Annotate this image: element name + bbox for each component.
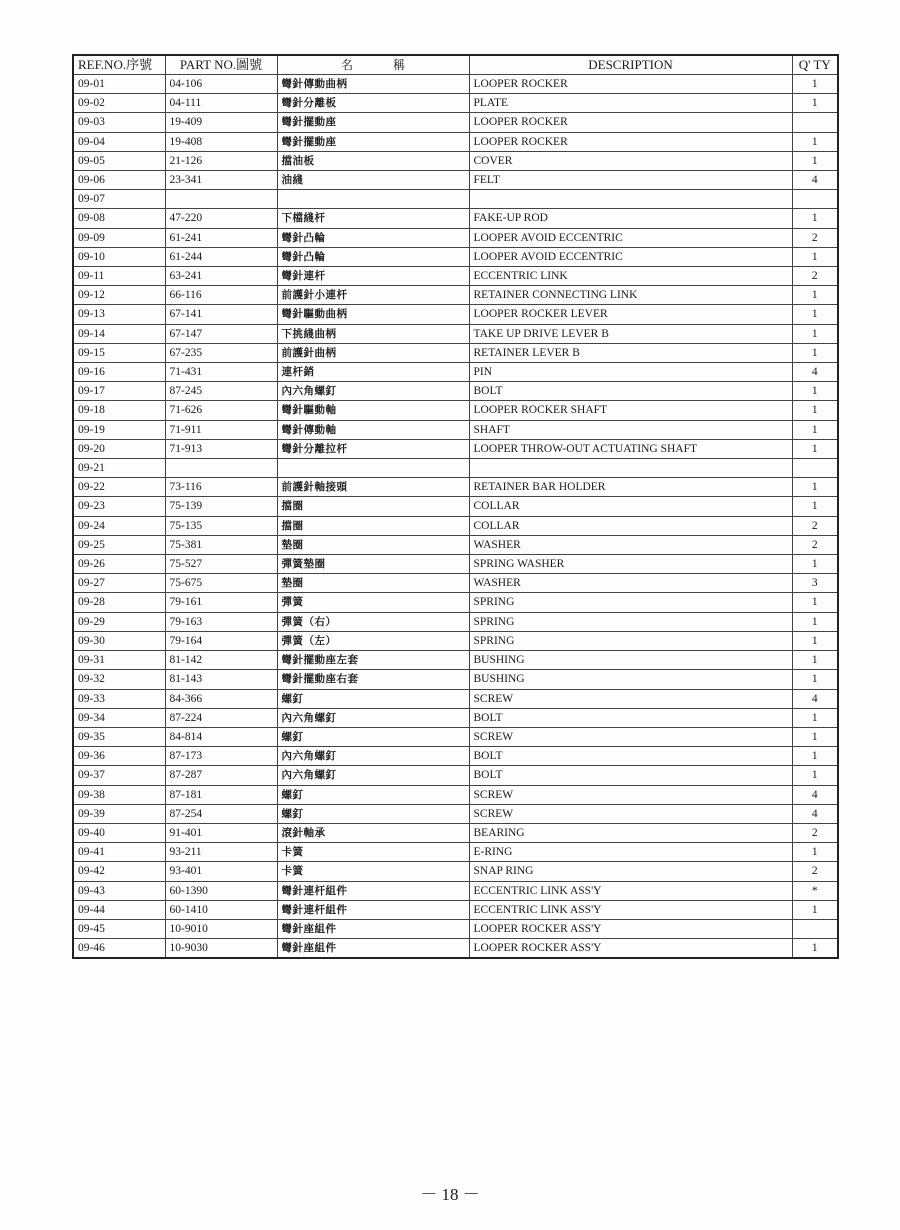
part-no-cell bbox=[165, 459, 277, 478]
name-cell: 下檔綫杆 bbox=[277, 209, 469, 228]
qty-cell: 1 bbox=[792, 439, 838, 458]
header-ref-no: REF.NO.序號 bbox=[73, 55, 165, 75]
table-row bbox=[73, 190, 838, 209]
qty-cell: 1 bbox=[792, 766, 838, 785]
part-no-cell: 67-235 bbox=[165, 343, 277, 362]
part-no-cell: 91-401 bbox=[165, 823, 277, 842]
name-cell: 前護針曲柄 bbox=[277, 343, 469, 362]
description-cell: PLATE bbox=[469, 94, 792, 113]
description-cell: COLLAR bbox=[469, 516, 792, 535]
table-row bbox=[73, 286, 838, 305]
table-row bbox=[73, 766, 838, 785]
ref-no-cell: 09-27 bbox=[73, 574, 165, 593]
name-cell: 內六角螺釘 bbox=[277, 708, 469, 727]
table-row bbox=[73, 497, 838, 516]
ref-no-cell: 09-34 bbox=[73, 708, 165, 727]
ref-no-cell: 09-12 bbox=[73, 286, 165, 305]
ref-no-cell: 09-02 bbox=[73, 94, 165, 113]
part-no-cell: 71-913 bbox=[165, 439, 277, 458]
ref-no-cell: 09-29 bbox=[73, 612, 165, 631]
table-row bbox=[73, 459, 838, 478]
name-cell: 擋圈 bbox=[277, 497, 469, 516]
table-row bbox=[73, 305, 838, 324]
table-row bbox=[73, 401, 838, 420]
qty-cell: 1 bbox=[792, 747, 838, 766]
table-row bbox=[73, 862, 838, 881]
name-cell: 彎針凸輪 bbox=[277, 247, 469, 266]
description-cell: BOLT bbox=[469, 766, 792, 785]
name-cell: 彎針驅動曲柄 bbox=[277, 305, 469, 324]
ref-no-cell: 09-16 bbox=[73, 363, 165, 382]
qty-cell: 1 bbox=[792, 75, 838, 94]
part-no-cell: 75-527 bbox=[165, 555, 277, 574]
qty-cell: * bbox=[792, 881, 838, 900]
qty-cell: 1 bbox=[792, 939, 838, 959]
ref-no-cell: 09-41 bbox=[73, 843, 165, 862]
description-cell: SPRING bbox=[469, 612, 792, 631]
table-row bbox=[73, 363, 838, 382]
table-row bbox=[73, 113, 838, 132]
part-no-cell: 61-241 bbox=[165, 228, 277, 247]
qty-cell: 1 bbox=[792, 209, 838, 228]
table-row bbox=[73, 785, 838, 804]
name-cell: 擋圈 bbox=[277, 516, 469, 535]
name-cell: 彎針擺動座左套 bbox=[277, 651, 469, 670]
ref-no-cell: 09-18 bbox=[73, 401, 165, 420]
ref-no-cell: 09-36 bbox=[73, 747, 165, 766]
qty-cell: 1 bbox=[792, 382, 838, 401]
part-no-cell: 67-147 bbox=[165, 324, 277, 343]
name-cell: 前護針小連杆 bbox=[277, 286, 469, 305]
part-no-cell: 67-141 bbox=[165, 305, 277, 324]
table-row bbox=[73, 555, 838, 574]
description-cell: ECCENTRIC LINK bbox=[469, 267, 792, 286]
name-cell: 擋油板 bbox=[277, 151, 469, 170]
ref-no-cell: 09-45 bbox=[73, 919, 165, 938]
part-no-cell: 84-814 bbox=[165, 727, 277, 746]
name-cell: 彎針分離拉杆 bbox=[277, 439, 469, 458]
qty-cell: 1 bbox=[792, 401, 838, 420]
qty-cell: 4 bbox=[792, 785, 838, 804]
ref-no-cell: 09-08 bbox=[73, 209, 165, 228]
description-cell: SCREW bbox=[469, 785, 792, 804]
qty-cell: 1 bbox=[792, 651, 838, 670]
ref-no-cell: 09-06 bbox=[73, 171, 165, 190]
qty-cell: 2 bbox=[792, 823, 838, 842]
qty-cell: 1 bbox=[792, 555, 838, 574]
table-row bbox=[73, 420, 838, 439]
qty-cell: 1 bbox=[792, 900, 838, 919]
table-row bbox=[73, 535, 838, 554]
description-cell: TAKE UP DRIVE LEVER B bbox=[469, 324, 792, 343]
description-cell: BEARING bbox=[469, 823, 792, 842]
header-description: DESCRIPTION bbox=[469, 55, 792, 75]
qty-cell: 4 bbox=[792, 689, 838, 708]
table-row bbox=[73, 708, 838, 727]
name-cell: 彎針連杆組件 bbox=[277, 900, 469, 919]
ref-no-cell: 09-15 bbox=[73, 343, 165, 362]
description-cell: WASHER bbox=[469, 574, 792, 593]
part-no-cell: 81-142 bbox=[165, 651, 277, 670]
table-row bbox=[73, 651, 838, 670]
description-cell: SCREW bbox=[469, 804, 792, 823]
qty-cell: 1 bbox=[792, 670, 838, 689]
qty-cell: 1 bbox=[792, 343, 838, 362]
table-row bbox=[73, 209, 838, 228]
qty-cell bbox=[792, 459, 838, 478]
name-cell: 彎針擺動座右套 bbox=[277, 670, 469, 689]
qty-cell bbox=[792, 919, 838, 938]
qty-cell: 4 bbox=[792, 171, 838, 190]
ref-no-cell: 09-32 bbox=[73, 670, 165, 689]
part-no-cell: 23-341 bbox=[165, 171, 277, 190]
qty-cell: 3 bbox=[792, 574, 838, 593]
header-qty: Q' TY bbox=[792, 55, 838, 75]
name-cell: 彈簧（右） bbox=[277, 612, 469, 631]
description-cell: LOOPER ROCKER SHAFT bbox=[469, 401, 792, 420]
name-cell: 彈簧（左） bbox=[277, 631, 469, 650]
ref-no-cell: 09-20 bbox=[73, 439, 165, 458]
ref-no-cell: 09-25 bbox=[73, 535, 165, 554]
table-header-row bbox=[73, 55, 838, 75]
description-cell: RETAINER BAR HOLDER bbox=[469, 478, 792, 497]
description-cell: BUSHING bbox=[469, 670, 792, 689]
table-row bbox=[73, 727, 838, 746]
part-no-cell: 73-116 bbox=[165, 478, 277, 497]
table-row bbox=[73, 939, 838, 959]
table-row bbox=[73, 843, 838, 862]
ref-no-cell: 09-10 bbox=[73, 247, 165, 266]
name-cell: 卡簧 bbox=[277, 843, 469, 862]
qty-cell: 1 bbox=[792, 708, 838, 727]
table-row bbox=[73, 267, 838, 286]
part-no-cell: 87-254 bbox=[165, 804, 277, 823]
qty-cell: 1 bbox=[792, 324, 838, 343]
ref-no-cell: 09-07 bbox=[73, 190, 165, 209]
name-cell bbox=[277, 190, 469, 209]
description-cell: BUSHING bbox=[469, 651, 792, 670]
part-no-cell: 60-1390 bbox=[165, 881, 277, 900]
ref-no-cell: 09-39 bbox=[73, 804, 165, 823]
qty-cell: 1 bbox=[792, 151, 838, 170]
part-no-cell: 81-143 bbox=[165, 670, 277, 689]
table-row bbox=[73, 919, 838, 938]
table-row bbox=[73, 574, 838, 593]
name-cell: 螺釘 bbox=[277, 804, 469, 823]
description-cell: LOOPER ROCKER bbox=[469, 132, 792, 151]
table-row bbox=[73, 324, 838, 343]
name-cell: 彎針分離板 bbox=[277, 94, 469, 113]
part-no-cell: 47-220 bbox=[165, 209, 277, 228]
description-cell: BOLT bbox=[469, 747, 792, 766]
header-part-no: PART NO.圖號 bbox=[165, 55, 277, 75]
name-cell: 連杆銷 bbox=[277, 363, 469, 382]
ref-no-cell: 09-28 bbox=[73, 593, 165, 612]
table-row bbox=[73, 670, 838, 689]
table-row bbox=[73, 247, 838, 266]
part-no-cell: 21-126 bbox=[165, 151, 277, 170]
part-no-cell: 79-161 bbox=[165, 593, 277, 612]
name-cell: 彎針擺動座 bbox=[277, 113, 469, 132]
qty-cell: 1 bbox=[792, 593, 838, 612]
name-cell: 彎針驅動軸 bbox=[277, 401, 469, 420]
qty-cell: 4 bbox=[792, 804, 838, 823]
part-no-cell: 87-287 bbox=[165, 766, 277, 785]
description-cell: COVER bbox=[469, 151, 792, 170]
qty-cell: 2 bbox=[792, 862, 838, 881]
qty-cell: 1 bbox=[792, 420, 838, 439]
table-row bbox=[73, 171, 838, 190]
description-cell: BOLT bbox=[469, 382, 792, 401]
description-cell: FELT bbox=[469, 171, 792, 190]
ref-no-cell: 09-31 bbox=[73, 651, 165, 670]
table-row bbox=[73, 75, 838, 94]
table-row bbox=[73, 631, 838, 650]
part-no-cell: 75-139 bbox=[165, 497, 277, 516]
part-no-cell: 87-245 bbox=[165, 382, 277, 401]
ref-no-cell: 09-17 bbox=[73, 382, 165, 401]
ref-no-cell: 09-04 bbox=[73, 132, 165, 151]
qty-cell: 1 bbox=[792, 247, 838, 266]
part-no-cell bbox=[165, 190, 277, 209]
name-cell: 彎針連杆組件 bbox=[277, 881, 469, 900]
ref-no-cell: 09-40 bbox=[73, 823, 165, 842]
table-row bbox=[73, 132, 838, 151]
name-cell: 內六角螺釘 bbox=[277, 766, 469, 785]
ref-no-cell: 09-46 bbox=[73, 939, 165, 959]
qty-cell: 1 bbox=[792, 305, 838, 324]
ref-no-cell: 09-01 bbox=[73, 75, 165, 94]
ref-no-cell: 09-13 bbox=[73, 305, 165, 324]
table-row bbox=[73, 94, 838, 113]
part-no-cell: 75-135 bbox=[165, 516, 277, 535]
part-no-cell: 75-675 bbox=[165, 574, 277, 593]
qty-cell: 1 bbox=[792, 497, 838, 516]
name-cell: 前護針軸接頭 bbox=[277, 478, 469, 497]
part-no-cell: 87-224 bbox=[165, 708, 277, 727]
part-no-cell: 19-409 bbox=[165, 113, 277, 132]
part-no-cell: 71-911 bbox=[165, 420, 277, 439]
part-no-cell: 75-381 bbox=[165, 535, 277, 554]
description-cell: RETAINER LEVER B bbox=[469, 343, 792, 362]
description-cell: ECCENTRIC LINK ASS'Y bbox=[469, 881, 792, 900]
name-cell: 內六角螺釘 bbox=[277, 747, 469, 766]
description-cell: SCREW bbox=[469, 689, 792, 708]
qty-cell: 2 bbox=[792, 516, 838, 535]
qty-cell bbox=[792, 190, 838, 209]
page-number: － 18 － bbox=[420, 1185, 480, 1204]
ref-no-cell: 09-21 bbox=[73, 459, 165, 478]
ref-no-cell: 09-42 bbox=[73, 862, 165, 881]
ref-no-cell: 09-09 bbox=[73, 228, 165, 247]
table-row bbox=[73, 900, 838, 919]
part-no-cell: 04-111 bbox=[165, 94, 277, 113]
name-cell: 螺釘 bbox=[277, 785, 469, 804]
table-row bbox=[73, 478, 838, 497]
table-row bbox=[73, 612, 838, 631]
name-cell: 內六角螺釘 bbox=[277, 382, 469, 401]
part-no-cell: 10-9030 bbox=[165, 939, 277, 959]
qty-cell: 1 bbox=[792, 612, 838, 631]
ref-no-cell: 09-33 bbox=[73, 689, 165, 708]
name-cell: 墊圈 bbox=[277, 574, 469, 593]
ref-no-cell: 09-30 bbox=[73, 631, 165, 650]
description-cell: SHAFT bbox=[469, 420, 792, 439]
name-cell: 彎針座組件 bbox=[277, 939, 469, 959]
part-no-cell: 79-163 bbox=[165, 612, 277, 631]
description-cell: LOOPER ROCKER bbox=[469, 75, 792, 94]
qty-cell: 1 bbox=[792, 843, 838, 862]
table-row bbox=[73, 382, 838, 401]
name-cell: 螺釘 bbox=[277, 689, 469, 708]
name-cell: 彎針凸輪 bbox=[277, 228, 469, 247]
description-cell: WASHER bbox=[469, 535, 792, 554]
table-body bbox=[73, 75, 838, 959]
description-cell: LOOPER ROCKER ASS'Y bbox=[469, 939, 792, 959]
description-cell: LOOPER ROCKER LEVER bbox=[469, 305, 792, 324]
description-cell: SCREW bbox=[469, 727, 792, 746]
ref-no-cell: 09-05 bbox=[73, 151, 165, 170]
description-cell: BOLT bbox=[469, 708, 792, 727]
part-no-cell: 63-241 bbox=[165, 267, 277, 286]
table-row bbox=[73, 823, 838, 842]
part-no-cell: 87-173 bbox=[165, 747, 277, 766]
ref-no-cell: 09-35 bbox=[73, 727, 165, 746]
qty-cell bbox=[792, 113, 838, 132]
name-cell: 彎針擺動座 bbox=[277, 132, 469, 151]
description-cell: LOOPER AVOID ECCENTRIC bbox=[469, 247, 792, 266]
description-cell: RETAINER CONNECTING LINK bbox=[469, 286, 792, 305]
name-cell: 卡簧 bbox=[277, 862, 469, 881]
part-no-cell: 71-626 bbox=[165, 401, 277, 420]
name-cell: 螺釘 bbox=[277, 727, 469, 746]
ref-no-cell: 09-23 bbox=[73, 497, 165, 516]
name-cell: 彎針座組件 bbox=[277, 919, 469, 938]
description-cell: PIN bbox=[469, 363, 792, 382]
table-row bbox=[73, 151, 838, 170]
table-row bbox=[73, 804, 838, 823]
part-no-cell: 61-244 bbox=[165, 247, 277, 266]
part-no-cell: 10-9010 bbox=[165, 919, 277, 938]
header-name: 名稱 bbox=[277, 55, 469, 75]
ref-no-cell: 09-03 bbox=[73, 113, 165, 132]
qty-cell: 1 bbox=[792, 727, 838, 746]
name-cell: 彈簧墊圈 bbox=[277, 555, 469, 574]
part-no-cell: 93-401 bbox=[165, 862, 277, 881]
description-cell: SPRING WASHER bbox=[469, 555, 792, 574]
description-cell: COLLAR bbox=[469, 497, 792, 516]
part-no-cell: 84-366 bbox=[165, 689, 277, 708]
name-cell: 彈簧 bbox=[277, 593, 469, 612]
table-row bbox=[73, 593, 838, 612]
table-row bbox=[73, 747, 838, 766]
table-row bbox=[73, 343, 838, 362]
table-row bbox=[73, 689, 838, 708]
table-row bbox=[73, 881, 838, 900]
name-cell: 墊圈 bbox=[277, 535, 469, 554]
qty-cell: 1 bbox=[792, 132, 838, 151]
ref-no-cell: 09-37 bbox=[73, 766, 165, 785]
name-cell: 油綫 bbox=[277, 171, 469, 190]
name-cell: 彎針連杆 bbox=[277, 267, 469, 286]
name-cell bbox=[277, 459, 469, 478]
description-cell: LOOPER ROCKER ASS'Y bbox=[469, 919, 792, 938]
ref-no-cell: 09-43 bbox=[73, 881, 165, 900]
table-row bbox=[73, 516, 838, 535]
description-cell: E-RING bbox=[469, 843, 792, 862]
description-cell: LOOPER AVOID ECCENTRIC bbox=[469, 228, 792, 247]
description-cell: SNAP RING bbox=[469, 862, 792, 881]
qty-cell: 1 bbox=[792, 94, 838, 113]
part-no-cell: 19-408 bbox=[165, 132, 277, 151]
description-cell: LOOPER THROW-OUT ACTUATING SHAFT bbox=[469, 439, 792, 458]
qty-cell: 1 bbox=[792, 286, 838, 305]
part-no-cell: 79-164 bbox=[165, 631, 277, 650]
description-cell: FAKE-UP ROD bbox=[469, 209, 792, 228]
name-cell: 滾針軸承 bbox=[277, 823, 469, 842]
qty-cell: 1 bbox=[792, 631, 838, 650]
parts-table bbox=[72, 54, 839, 959]
description-cell: ECCENTRIC LINK ASS'Y bbox=[469, 900, 792, 919]
qty-cell: 2 bbox=[792, 228, 838, 247]
ref-no-cell: 09-44 bbox=[73, 900, 165, 919]
description-cell: SPRING bbox=[469, 631, 792, 650]
ref-no-cell: 09-22 bbox=[73, 478, 165, 497]
description-cell: SPRING bbox=[469, 593, 792, 612]
ref-no-cell: 09-26 bbox=[73, 555, 165, 574]
ref-no-cell: 09-11 bbox=[73, 267, 165, 286]
part-no-cell: 60-1410 bbox=[165, 900, 277, 919]
part-no-cell: 66-116 bbox=[165, 286, 277, 305]
name-cell: 彎針傳動曲柄 bbox=[277, 75, 469, 94]
table-row bbox=[73, 439, 838, 458]
description-cell: LOOPER ROCKER bbox=[469, 113, 792, 132]
description-cell bbox=[469, 459, 792, 478]
part-no-cell: 87-181 bbox=[165, 785, 277, 804]
part-no-cell: 93-211 bbox=[165, 843, 277, 862]
name-cell: 彎針傳動軸 bbox=[277, 420, 469, 439]
description-cell bbox=[469, 190, 792, 209]
name-cell: 下挑綫曲柄 bbox=[277, 324, 469, 343]
ref-no-cell: 09-19 bbox=[73, 420, 165, 439]
part-no-cell: 04-106 bbox=[165, 75, 277, 94]
ref-no-cell: 09-24 bbox=[73, 516, 165, 535]
qty-cell: 2 bbox=[792, 535, 838, 554]
qty-cell: 2 bbox=[792, 267, 838, 286]
ref-no-cell: 09-38 bbox=[73, 785, 165, 804]
table-row bbox=[73, 228, 838, 247]
part-no-cell: 71-431 bbox=[165, 363, 277, 382]
ref-no-cell: 09-14 bbox=[73, 324, 165, 343]
qty-cell: 1 bbox=[792, 478, 838, 497]
qty-cell: 4 bbox=[792, 363, 838, 382]
